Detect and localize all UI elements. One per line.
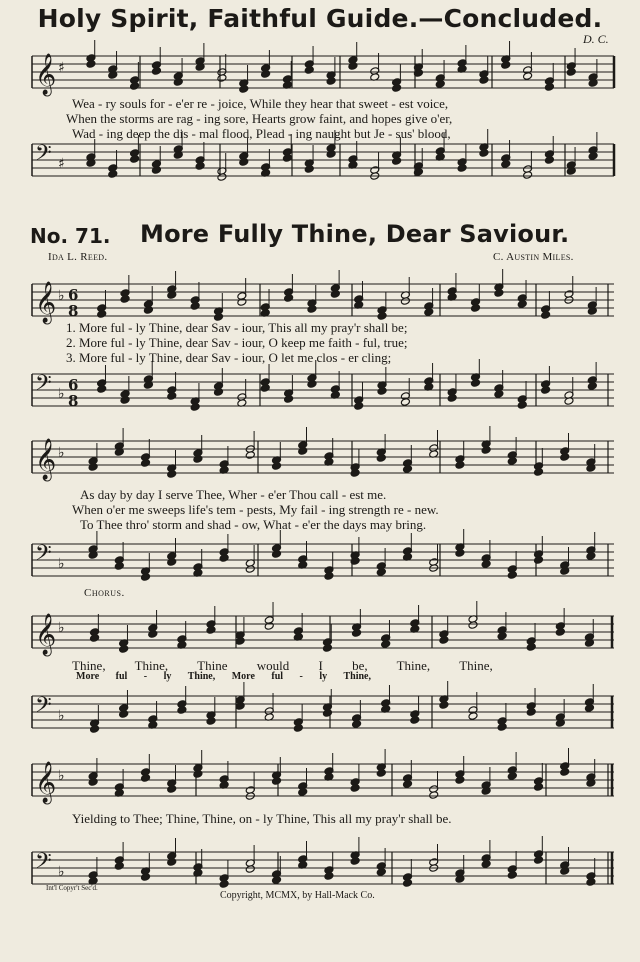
note-head-icon	[526, 708, 536, 717]
note-head-icon	[403, 780, 413, 789]
note-head-icon	[322, 709, 332, 718]
key-signature-icon: ♭	[58, 768, 65, 784]
note-head-icon	[534, 556, 544, 565]
note-head-icon	[507, 772, 517, 781]
note-head-icon	[457, 164, 467, 173]
note-head-icon	[447, 394, 457, 403]
note-head-icon	[507, 457, 517, 466]
note-head-icon	[541, 311, 551, 320]
note-head-icon	[403, 879, 413, 888]
note-head-icon	[298, 788, 308, 797]
note-head-icon	[214, 388, 224, 397]
note-head-icon	[377, 312, 387, 321]
note-head-icon	[324, 572, 334, 581]
key-signature-icon: ♯	[58, 156, 65, 172]
note-head-icon	[272, 550, 282, 559]
note-head-icon	[141, 573, 151, 582]
copyright-notice: Copyright, MCMX, by Hall-Mack Co.	[220, 890, 375, 901]
key-signature-icon: ♭	[58, 556, 65, 572]
key-signature-icon: ♭	[58, 445, 65, 461]
note-head-icon	[245, 865, 255, 874]
note-head-icon	[534, 783, 544, 792]
note-head-icon	[507, 571, 517, 580]
note-head-icon	[471, 379, 481, 388]
verse-line: 1. More ful - ly Thine, dear Sav - iour, This all my pray'r shall be;	[66, 320, 408, 335]
note-head-icon	[119, 645, 129, 654]
note-head-icon	[264, 622, 274, 631]
hymn-title: More Fully Thine, Dear Saviour.	[140, 220, 570, 248]
bass-staff-system-1	[0, 140, 640, 180]
note-head-icon	[350, 784, 360, 793]
note-head-icon	[455, 461, 465, 470]
verse-line: Wea - ry souls for - e'er re - joice, While they hear that sweet - est voice,	[72, 96, 449, 111]
chorus-line: Thine, Thine, Thine would I be, Thine, Thine,	[72, 658, 493, 673]
note-head-icon	[130, 155, 140, 164]
note-head-icon	[167, 470, 177, 479]
note-head-icon	[326, 77, 336, 86]
note-head-icon	[141, 459, 151, 468]
bass-clef-icon: 𝄢	[35, 371, 52, 401]
note-head-icon	[282, 154, 292, 163]
note-head-icon	[219, 880, 229, 889]
note-head-icon	[245, 565, 255, 574]
key-signature-icon: ♯	[58, 60, 65, 76]
note-head-icon	[468, 621, 478, 630]
note-head-icon	[324, 872, 334, 881]
note-head-icon	[88, 463, 98, 472]
note-head-icon	[544, 156, 554, 165]
note-head-icon	[392, 157, 402, 166]
note-head-icon	[494, 390, 504, 399]
verse-line: 2. More ful - ly Thine, dear Sav - iour, O keep me faith - ful, true;	[66, 335, 408, 350]
treble-clef-icon: 𝄞	[35, 614, 57, 655]
note-head-icon	[481, 446, 491, 455]
note-head-icon	[479, 149, 489, 158]
note-head-icon	[235, 702, 245, 711]
treble-staff-system-1	[0, 52, 640, 95]
note-head-icon	[381, 640, 391, 649]
note-head-icon	[479, 76, 489, 85]
note-head-icon	[114, 562, 124, 571]
composer-credit: C. Austin Miles.	[493, 251, 574, 263]
key-signature-icon: ♭	[58, 288, 65, 304]
note-head-icon	[237, 298, 247, 307]
treble-clef-icon: 𝄞	[35, 54, 57, 95]
note-head-icon	[439, 636, 449, 645]
treble-staff-system-3	[0, 437, 640, 480]
note-head-icon	[455, 776, 465, 785]
treble-clef-icon: 𝄞	[35, 439, 57, 480]
time-signature-icon: 6	[68, 376, 79, 394]
verse-line: To Thee thro' storm and shad - ow, What - e'er the days may bring.	[80, 517, 427, 532]
key-signature-icon: ♭	[58, 708, 65, 724]
note-head-icon	[352, 720, 362, 729]
note-head-icon	[560, 768, 570, 777]
chorus-line: Yielding to Thee; Thine, Thine, on - ly Thine, This all my pray'r shall be.	[72, 811, 452, 826]
note-head-icon	[217, 74, 227, 83]
note-head-icon	[307, 380, 317, 389]
note-head-icon	[120, 295, 130, 304]
note-head-icon	[326, 150, 336, 159]
note-head-icon	[304, 66, 314, 75]
note-head-icon	[501, 160, 511, 169]
note-head-icon	[439, 701, 449, 710]
note-head-icon	[141, 873, 151, 882]
treble-staff-system-2	[0, 280, 640, 323]
note-head-icon	[560, 453, 570, 462]
note-head-icon	[239, 85, 249, 94]
note-head-icon	[193, 770, 203, 779]
time-signature-icon: 8	[68, 302, 79, 320]
key-signature-icon: ♭	[58, 864, 65, 880]
note-head-icon	[97, 385, 107, 394]
note-head-icon	[471, 304, 481, 313]
page-title: Holy Spirit, Faithful Guide.—Concluded.	[37, 4, 603, 33]
bass-staff-system-5	[0, 848, 640, 888]
note-head-icon	[352, 629, 362, 638]
note-head-icon	[114, 862, 124, 871]
note-head-icon	[435, 80, 445, 89]
note-head-icon	[298, 447, 308, 456]
note-head-icon	[555, 628, 565, 637]
note-head-icon	[167, 558, 177, 567]
note-head-icon	[173, 78, 183, 87]
note-head-icon	[330, 290, 340, 299]
note-head-icon	[534, 468, 544, 477]
note-head-icon	[206, 626, 216, 635]
verse-line: 3. More ful - ly Thine, dear Sav - iour, O let me clos - er cling;	[66, 350, 392, 365]
time-signature-icon: 6	[68, 286, 79, 304]
note-head-icon	[376, 769, 386, 778]
note-head-icon	[424, 308, 434, 317]
note-head-icon	[534, 856, 544, 865]
note-head-icon	[376, 568, 386, 577]
note-head-icon	[119, 710, 129, 719]
note-head-icon	[587, 382, 597, 391]
note-head-icon	[167, 392, 177, 401]
note-head-icon	[260, 384, 270, 393]
note-head-icon	[284, 294, 294, 303]
note-head-icon	[195, 162, 205, 171]
note-head-icon	[143, 306, 153, 315]
note-head-icon	[403, 465, 413, 474]
note-head-icon	[588, 152, 598, 161]
note-head-icon	[235, 637, 245, 646]
note-head-icon	[97, 310, 107, 319]
note-head-icon	[376, 454, 386, 463]
note-head-icon	[272, 777, 282, 786]
treble-clef-icon: 𝄞	[35, 282, 57, 323]
note-head-icon	[517, 300, 527, 309]
note-head-icon	[151, 67, 161, 76]
note-head-icon	[544, 83, 554, 92]
note-head-icon	[88, 778, 98, 787]
note-head-icon	[429, 791, 439, 800]
verse-line: When the storms are rag - ing sore, Hearts grow faint, and hopes give o'er,	[66, 111, 453, 126]
note-head-icon	[584, 704, 594, 713]
bass-clef-icon: 𝄢	[35, 693, 52, 723]
note-head-icon	[526, 643, 536, 652]
note-head-icon	[272, 462, 282, 471]
note-head-icon	[541, 386, 551, 395]
note-head-icon	[376, 868, 386, 877]
treble-staff-system-4	[0, 612, 640, 655]
note-head-icon	[348, 62, 358, 71]
time-signature-icon: 8	[68, 392, 79, 410]
note-head-icon	[307, 305, 317, 314]
dc-mark: D. C.	[583, 32, 609, 46]
note-head-icon	[148, 630, 158, 639]
note-head-icon	[350, 857, 360, 866]
note-head-icon	[219, 554, 229, 563]
note-head-icon	[86, 60, 96, 69]
note-head-icon	[377, 387, 387, 396]
note-head-icon	[481, 860, 491, 869]
note-head-icon	[304, 165, 314, 174]
note-head-icon	[455, 549, 465, 558]
chorus-line-lower: More ful - ly Thine, More ful - ly Thine,	[76, 671, 371, 682]
note-head-icon	[120, 396, 130, 405]
key-signature-icon: ♭	[58, 386, 65, 402]
note-head-icon	[497, 632, 507, 641]
note-head-icon	[245, 451, 255, 460]
note-head-icon	[177, 706, 187, 715]
note-head-icon	[494, 289, 504, 298]
note-head-icon	[190, 302, 200, 311]
note-head-icon	[481, 560, 491, 569]
note-head-icon	[193, 455, 203, 464]
note-head-icon	[392, 84, 402, 93]
verse-line: Wad - ing deep the dis - mal flood, Plead - ing naught but Je - sus' blood,	[72, 126, 451, 141]
note-head-icon	[586, 878, 596, 887]
intl-copyright: Int'l Copyr't Sec'd.	[46, 884, 98, 892]
note-head-icon	[141, 774, 151, 783]
author-credit: Ida L. Reed.	[48, 251, 108, 263]
note-head-icon	[354, 402, 364, 411]
chorus-label: Chorus.	[84, 587, 125, 599]
note-head-icon	[108, 170, 118, 179]
note-head-icon	[586, 552, 596, 561]
note-head-icon	[566, 68, 576, 77]
note-head-icon	[468, 712, 478, 721]
note-head-icon	[130, 82, 140, 91]
bass-clef-icon: 𝄢	[35, 141, 52, 171]
note-head-icon	[167, 785, 177, 794]
note-head-icon	[507, 871, 517, 880]
verse-line: As day by day I serve Thee, Wher - e'er Thou call - est me.	[80, 487, 387, 502]
note-head-icon	[523, 171, 533, 180]
note-head-icon	[517, 401, 527, 410]
bass-staff-system-4	[0, 692, 640, 732]
bass-staff-system-3	[0, 540, 640, 580]
bass-staff-system-2	[0, 370, 640, 410]
note-head-icon	[239, 158, 249, 167]
hymn-number: No. 71.	[30, 224, 111, 248]
note-head-icon	[206, 717, 216, 726]
note-head-icon	[167, 858, 177, 867]
note-head-icon	[501, 61, 511, 70]
note-head-icon	[190, 403, 200, 412]
note-head-icon	[322, 644, 332, 653]
note-head-icon	[400, 398, 410, 407]
note-head-icon	[272, 876, 282, 885]
note-head-icon	[90, 634, 100, 643]
note-head-icon	[293, 724, 303, 733]
note-head-icon	[284, 395, 294, 404]
note-head-icon	[261, 70, 271, 79]
note-head-icon	[151, 166, 161, 175]
note-head-icon	[90, 725, 100, 734]
bass-clef-icon: 𝄢	[35, 849, 52, 879]
treble-clef-icon: 𝄞	[35, 762, 57, 803]
note-head-icon	[497, 723, 507, 732]
note-head-icon	[410, 716, 420, 725]
note-head-icon	[400, 297, 410, 306]
key-signature-icon: ♭	[58, 620, 65, 636]
verse-line: When o'er me sweeps life's tem - pests, My fail - ing strength re - new.	[72, 502, 439, 517]
note-head-icon	[523, 72, 533, 81]
treble-staff-system-5	[0, 760, 640, 803]
note-head-icon	[217, 173, 227, 182]
bass-clef-icon: 𝄢	[35, 541, 52, 571]
